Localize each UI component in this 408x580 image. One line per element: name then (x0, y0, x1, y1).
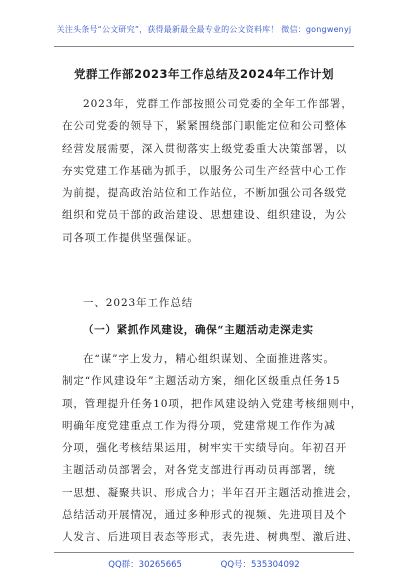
footer-qq-number: QQ号：535304092 (220, 560, 300, 570)
footer-divider (54, 552, 354, 553)
paragraph-line: 分项，强化考核结果运用，树牢实干实绩导向。年初召开 (62, 442, 347, 455)
paragraph-line: 主题活动员部署会，对各党支部进行再动员再部署，统 (62, 464, 336, 477)
footer (0, 558, 408, 570)
paragraph-line: 为前提，提高政治站位和工作站位，不断加强公司各级党 (62, 187, 347, 200)
paragraph-line: 一思想、凝聚共识、形成合力；半年召开主题活动推进会， (62, 486, 359, 499)
header-divider (54, 46, 354, 47)
paragraph-line: 2023年，党群工作部按照公司党委的全年工作部署， (83, 98, 353, 110)
paragraph-line: 司各项工作提供坚强保证。 (62, 231, 199, 244)
paragraph-line: 总结活动开展情况，通过多种形式的视频、先进项目及个 (62, 509, 347, 522)
paragraph-line: 明确年度党建重点工作为得分项，党建常规工作作为减 (62, 419, 336, 432)
section-heading: 一、2023年工作总结 (83, 297, 194, 309)
paragraph-line: 夯实党建工作基础为抓手，以服务公司生产经营中心工作 (62, 164, 347, 177)
paragraph-line: 人发言、后进项目表态等形式，表先进、树典型、激后进、 (62, 531, 359, 544)
paragraph-line: 经营发展需要，深入贯彻落实上级党委重大决策部署，以 (62, 142, 347, 155)
document-title: 党群工作部2023年工作总结及2024年工作计划 (73, 67, 334, 81)
paragraph-line: 在公司党委的领导下，紧紧围绕部门职能定位和公司整体 (62, 120, 347, 133)
body-paragraph (62, 348, 363, 549)
footer-qq-group: QQ群：30265665 (108, 560, 182, 570)
header-banner: 关注头条号“公文研究”，获得最新最全最专业的公文资料库！ 微信：gongwenyj (56, 25, 352, 34)
paragraph-line: 组织和党员干部的政治建设、思想建设、组织建设，为公 (62, 209, 347, 222)
paragraph-line: 项，管理提升任务10项，把作风建设纳入党建考核细则中， (62, 397, 363, 410)
subsection-heading: （一）紧抓作风建设，确保“主题活动走深走实 (83, 324, 314, 336)
paragraph-line: 在“谋”字上发力，精心组织谋划、全面推进落实。 (83, 353, 335, 365)
paragraph-line: 制定“作风建设年”主题活动方案，细化区级重点任务15 (62, 375, 341, 388)
intro-paragraph (62, 93, 353, 249)
